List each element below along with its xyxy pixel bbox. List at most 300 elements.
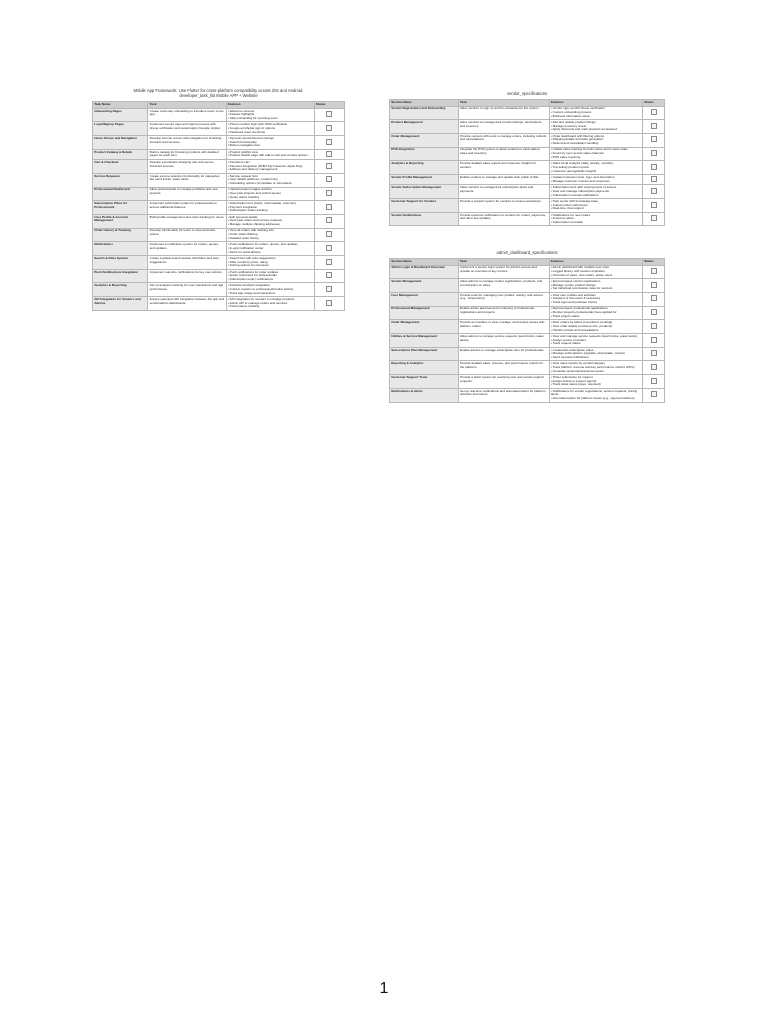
status-cell	[643, 212, 665, 226]
status-checkbox[interactable]	[651, 164, 657, 170]
status-cell	[643, 106, 665, 120]
table-row	[93, 136, 345, 150]
row-features-cell	[549, 279, 643, 293]
row-task-cell: Create service selection functionality for categories like sand trucks, water tanks.	[148, 173, 226, 187]
status-checkbox[interactable]	[651, 109, 657, 115]
row-features-cell	[226, 108, 314, 122]
feature-item: • Payment integration	[227, 204, 258, 209]
row-name-cell: Order Management	[390, 320, 459, 334]
status-checkbox[interactable]	[651, 123, 657, 129]
status-checkbox[interactable]	[651, 268, 657, 274]
feature-item: • Automated alerts for platform issues (e.g., payment failures)	[550, 396, 635, 401]
status-cell	[314, 256, 344, 270]
feature-item: • View order details (customer info, products)	[550, 323, 613, 328]
feature-item: • Track platform revenue and key performance metrics (KPIs)	[550, 364, 635, 369]
status-checkbox[interactable]	[651, 364, 657, 370]
row-task-cell: Allow vendors to sign up and be onboarded to the system.	[458, 106, 549, 120]
row-name-cell: Login/Signup Pages	[93, 122, 148, 136]
row-name-cell: Product Management	[390, 120, 459, 134]
status-cell	[643, 361, 665, 375]
table-row	[390, 175, 665, 185]
feature-item: • Top-selling product reports	[550, 164, 590, 169]
table-row	[93, 108, 345, 122]
feature-item: • Scheduling options (immediate or scheduled)	[227, 181, 292, 186]
table-row	[390, 161, 665, 175]
table-row	[390, 185, 665, 199]
status-checkbox[interactable]	[326, 151, 332, 157]
table-row	[93, 228, 345, 242]
status-cell	[643, 161, 665, 175]
table-row	[93, 173, 345, 187]
row-features-cell	[549, 147, 643, 161]
status-checkbox[interactable]	[326, 139, 332, 145]
feature-item: • View sales reports by vendor/category	[550, 361, 606, 366]
table-row	[93, 201, 345, 215]
feature-item: • Search functionality	[227, 139, 257, 144]
feature-item: • API integration for vendors to manage products	[227, 296, 295, 301]
row-features-cell	[226, 160, 314, 174]
feature-item: • View user profiles and activities	[550, 292, 596, 297]
row-name-cell: Service Requests	[93, 173, 148, 187]
table-row	[93, 187, 345, 201]
vendor-spec-panel	[389, 91, 665, 226]
feature-item: • Performance tracking	[227, 304, 260, 309]
status-cell	[643, 147, 665, 161]
table-row	[93, 122, 345, 136]
mobile-app-task-panel	[92, 88, 345, 311]
status-checkbox[interactable]	[651, 309, 657, 315]
status-cell	[314, 201, 344, 215]
column-header: Status	[643, 259, 665, 265]
feature-item: • Track login and purchase history	[550, 300, 598, 305]
vendor-spec-table	[389, 99, 665, 226]
status-cell	[643, 133, 665, 147]
status-cell	[643, 388, 665, 402]
feature-item: • Logged history with session expiration	[550, 269, 605, 273]
row-task-cell: Enable admin approval and monitoring of professional registrations and projects.	[458, 306, 549, 320]
row-task-cell: Implement a secure login system for admins access and provide an overview of key metrics.	[458, 265, 549, 279]
status-checkbox[interactable]	[651, 337, 657, 343]
feature-item: • Subscription tiers (basic, intermediate, premium)	[227, 201, 297, 206]
row-task-cell: Allow vendors to manage their subscription plans and payments.	[458, 185, 549, 199]
feature-item: • Notifications for new orders	[550, 212, 591, 217]
feature-item: • Subscription tiers with varying levels of access	[550, 185, 617, 190]
status-cell	[314, 297, 344, 311]
status-checkbox[interactable]	[326, 231, 332, 237]
status-cell	[314, 214, 344, 228]
feature-item: • Track project status	[550, 313, 580, 318]
table-row	[390, 306, 665, 320]
row-task-cell: Build a catalog for browsing products with detailed pages for each item.	[148, 149, 226, 159]
feature-item: • Inventory alerts	[550, 216, 574, 221]
feature-item: • Sales trend analysis (daily, weekly, monthly)	[550, 161, 613, 166]
row-name-cell: Notifications & Alerts	[390, 388, 459, 402]
feature-item: • Payment integration (RHET-My Fatoorah, Apple Pay)	[227, 163, 303, 168]
table-row	[390, 120, 665, 134]
feature-item: • Vendor sign-up with phone verification	[550, 106, 605, 111]
status-checkbox[interactable]	[651, 202, 657, 208]
row-task-cell: Create a global search feature with filters and auto-suggestions.	[148, 256, 226, 270]
status-cell	[643, 306, 665, 320]
row-name-cell: Analytics & Reporting	[390, 161, 459, 175]
row-task-cell: Integrate the POS system to allow vendors to track walk-in sales and inventory.	[458, 147, 549, 161]
table-row	[93, 149, 345, 159]
status-checkbox[interactable]	[651, 295, 657, 301]
feature-item: • Customer demographic insights	[550, 168, 597, 173]
column-header: Task Name	[93, 102, 148, 108]
row-name-cell: Onboarding Pages	[93, 108, 148, 122]
feature-item: • Google and Apple sign-in options	[227, 125, 276, 130]
table-row	[390, 361, 665, 375]
table-row	[390, 292, 665, 306]
row-name-cell: Customer Support for Vendors	[390, 199, 459, 213]
status-checkbox[interactable]	[326, 204, 332, 210]
status-checkbox[interactable]	[326, 176, 332, 182]
status-checkbox[interactable]	[326, 286, 332, 292]
row-task-cell: Implement secure login and signup process with phone verification and social logins (Google, Apple).	[148, 122, 226, 136]
vendor-spec-title: vendor_specifications	[506, 91, 548, 96]
admin-spec-panel	[389, 250, 665, 403]
feature-item: • View past orders and service requests	[227, 218, 283, 223]
admin-spec-title: admin_dashboard_specifications	[496, 250, 558, 255]
admin-spec-table	[389, 258, 665, 402]
feature-item: • Sorting options for relevance	[227, 263, 270, 268]
table-row	[390, 265, 665, 279]
feature-item: • User details (address, contact info)	[227, 177, 278, 182]
row-features-cell	[549, 361, 643, 375]
column-header: Task	[458, 100, 549, 106]
row-features-cell	[549, 306, 643, 320]
row-task-cell: Provide an interface to view, manage, and resolve issues with platform orders.	[458, 320, 549, 334]
row-name-cell: Cart & Checkout	[93, 160, 148, 174]
feature-item: • Detailed order history	[227, 235, 260, 240]
row-name-cell: Admin Login & Dashboard Overview	[390, 265, 459, 279]
table-row	[390, 279, 665, 293]
status-cell	[314, 149, 344, 159]
feature-item: • Track app usage and interactions	[227, 290, 276, 295]
feature-item: • Manage inventory levels	[550, 123, 586, 128]
feature-item: • Service request form	[227, 173, 259, 178]
feature-item: • Dynamic product/service listings	[227, 135, 274, 140]
row-features-cell	[226, 201, 314, 215]
feature-item: • Update business name, logo, and description	[550, 174, 615, 179]
row-features-cell	[226, 256, 314, 270]
status-checkbox[interactable]	[326, 245, 332, 251]
row-task-cell: Implement subscription plans for professionals to access additional features.	[148, 201, 226, 215]
column-header: Features	[549, 259, 643, 265]
row-features-cell	[549, 375, 643, 389]
status-cell	[643, 320, 665, 334]
feature-item: • Handle refunds and cancellations	[550, 327, 599, 332]
feature-item: • Push notifications for order updates	[227, 269, 279, 274]
row-features-cell	[549, 175, 643, 185]
row-name-cell: Vendor Management	[390, 279, 459, 293]
status-checkbox[interactable]	[326, 111, 332, 117]
table-row	[93, 269, 345, 283]
column-header: Section Name	[390, 259, 459, 265]
row-task-cell: Enable admins to manage subscription tiers for professionals.	[458, 347, 549, 361]
feature-item: • Feature highlights	[227, 112, 255, 117]
row-features-cell	[549, 199, 643, 213]
page-number: 1	[379, 980, 389, 997]
column-header: Task	[148, 102, 226, 108]
status-cell	[314, 269, 344, 283]
row-features-cell	[226, 214, 314, 228]
row-task-cell: Provide detailed sales, revenue, and performance reports for the platform.	[458, 361, 549, 375]
feature-item: • Help center with knowledge base	[550, 198, 599, 203]
row-task-cell: Enable vendors to manage and update their public profile.	[458, 175, 549, 185]
row-task-cell: Create multi-step onboarding to introduce users to the app.	[148, 108, 226, 122]
feature-item: • Generate vendor/professional reports	[550, 368, 604, 373]
row-name-cell: Home Screen and Navigation	[93, 136, 148, 150]
feature-item: • Order status filtering	[227, 232, 258, 237]
table-row	[93, 283, 345, 297]
table-row	[390, 199, 665, 213]
row-features-cell	[226, 297, 314, 311]
feature-item: • Unified sales tracking for both online and in-store sales	[550, 147, 628, 152]
feature-item: • Inventory sync across sales channels	[550, 151, 604, 156]
status-checkbox[interactable]	[651, 378, 657, 384]
column-header: Features	[549, 100, 643, 106]
table-row	[93, 160, 345, 174]
feature-item: • Subscription renewal notifications	[550, 192, 599, 197]
row-features-cell	[226, 269, 314, 283]
row-features-cell	[549, 133, 643, 147]
feature-item: • Firebase Analytics integration	[227, 283, 271, 288]
feature-item: • Approve/reject vendor registrations	[550, 279, 601, 283]
feature-item: • Manage vendor product listings	[550, 282, 596, 287]
feature-item: • Custom onboarding process	[550, 110, 592, 114]
feature-item: • Assign service providers	[550, 337, 586, 342]
feature-item: • Add and update product listings	[550, 120, 596, 124]
status-checkbox[interactable]	[326, 163, 332, 169]
row-features-cell	[226, 149, 314, 159]
feature-item: • Quote status tracking	[227, 194, 259, 199]
row-task-cell: Allow vendors to manage their product listings, descriptions, and inventory.	[458, 120, 549, 134]
column-header: Task	[458, 259, 549, 265]
feature-item: • View all orders with tracking info	[227, 228, 274, 233]
row-name-cell: Vendor Notifications	[390, 212, 459, 226]
feature-item: • View past projects and submit quotes	[227, 191, 281, 196]
row-name-cell: Vendor Subscription Management	[390, 185, 459, 199]
feature-item: • Product grid/list view	[227, 149, 259, 154]
mobile-app-title: Mobile App Framework: Use Flutter for cross-platform compatibility across iOS and Android. developer_task_list Mobile APP + Website	[133, 88, 304, 99]
feature-item: • Push notifications for orders, quotes, and updates	[227, 242, 298, 247]
feature-item: • Track request status	[550, 341, 581, 346]
feature-item: • Admin API to manage orders and services	[227, 300, 288, 305]
feature-item: • Edit personal details	[227, 214, 258, 219]
status-checkbox[interactable]	[326, 190, 332, 196]
row-name-cell: User Profile & Account Management	[93, 214, 148, 228]
row-name-cell: Customer Support Tools	[390, 375, 459, 389]
row-features-cell	[549, 185, 643, 199]
status-cell	[314, 122, 344, 136]
row-features-cell	[549, 106, 643, 120]
feature-item: • Order dashboard with filtering options	[550, 133, 605, 138]
row-task-cell: Ensure seamless API integration between the app and vendor/admin dashboards.	[148, 297, 226, 311]
row-features-cell	[226, 187, 314, 201]
feature-item: • Password reset via phone	[227, 129, 266, 134]
status-cell	[643, 334, 665, 348]
feature-item: • Welcome screens	[227, 108, 255, 113]
feature-item: • Product details page with add-to-cart and contact options	[227, 153, 308, 158]
status-checkbox[interactable]	[651, 136, 657, 142]
status-cell	[643, 279, 665, 293]
row-name-cell: Push Notifications Integration	[93, 269, 148, 283]
feature-item: • Address and delivery management	[227, 167, 278, 172]
feature-item: • View and manage subscription payments	[550, 188, 609, 193]
row-task-cell: Provide detailed sales reports and customer insights for vendors.	[458, 161, 549, 175]
status-checkbox[interactable]	[651, 350, 657, 356]
feature-item: • Refund and cancellation handling	[550, 141, 599, 146]
feature-item: • POS sales reporting	[550, 154, 581, 159]
row-task-cell: Implement real-time notifications for key user actions.	[148, 269, 226, 283]
row-features-cell	[549, 161, 643, 175]
row-name-cell: Vendor Profile Management	[390, 175, 459, 185]
row-task-cell: Provide vendors with tools to manage orders, including refunds and cancellations.	[458, 133, 549, 147]
status-checkbox[interactable]	[651, 282, 657, 288]
row-task-cell: Provide a support system for vendors to receive assistance.	[458, 199, 549, 213]
status-cell	[314, 160, 344, 174]
table-row	[390, 320, 665, 334]
row-task-cell: Implement a notification system for orders, quotes, and updates.	[148, 242, 226, 256]
status-cell	[643, 292, 665, 306]
row-name-cell: POS Integration	[390, 147, 459, 161]
feature-item: • Manage customer reviews and responses	[550, 178, 610, 183]
row-task-cell: Build profile management and order tracking for users.	[148, 214, 226, 228]
table-row	[93, 297, 345, 311]
row-name-cell: Subscription Plans for Professionals	[93, 201, 148, 215]
table-row	[93, 242, 345, 256]
feature-item: • View and manage service requests (sand trucks, water tanks)	[550, 333, 638, 338]
feature-item: • Create/edit subscription plans	[550, 347, 594, 352]
feature-item: • Assign tickets to support agents	[550, 378, 597, 383]
status-cell	[314, 108, 344, 122]
column-header: Features	[226, 102, 314, 108]
row-name-cell: Professional Dashboard	[93, 187, 148, 201]
status-checkbox[interactable]	[651, 323, 657, 329]
row-name-cell: Subscription Plan Management	[390, 347, 459, 361]
status-cell	[314, 173, 344, 187]
row-task-cell: Develop a persistent shopping cart and secure checkout process.	[148, 160, 226, 174]
feature-item: • Phone number login with OMS verification	[227, 122, 288, 127]
column-header: Status	[643, 100, 665, 106]
row-features-cell	[549, 120, 643, 134]
feature-item: • Custom reports on professional/vendor activity	[227, 286, 294, 291]
feature-item: • In-app notification center	[227, 245, 264, 250]
status-cell	[314, 283, 344, 297]
feature-item: • Subscription expiry notifications	[227, 276, 274, 281]
row-task-cell: Set up real-time notifications and automated alerts for platform activities and issues.	[458, 388, 549, 402]
status-checkbox[interactable]	[326, 259, 332, 265]
feature-item: • Shipping details and label generation	[550, 137, 604, 142]
row-features-cell	[226, 136, 314, 150]
table-row	[390, 347, 665, 361]
row-features-cell	[226, 122, 314, 136]
row-task-cell: Allow professionals to manage portfolios and new projects.	[148, 187, 226, 201]
status-checkbox[interactable]	[326, 125, 332, 131]
table-row	[390, 334, 665, 348]
table-row	[390, 147, 665, 161]
status-cell	[643, 120, 665, 134]
status-cell	[643, 185, 665, 199]
table-row	[390, 133, 665, 147]
table-row	[390, 212, 665, 226]
row-name-cell: Notifications	[93, 242, 148, 256]
row-features-cell	[549, 265, 643, 279]
feature-item: • Business information setup	[550, 113, 590, 118]
feature-item: • Suspend or ban users if necessary	[550, 296, 601, 301]
status-cell	[643, 265, 665, 279]
status-cell	[643, 347, 665, 361]
feature-item: • Approve/reject professional registrations	[550, 306, 608, 311]
row-task-cell: Set up analytics tracking for user interactions and app performance.	[148, 283, 226, 297]
table-row	[390, 106, 665, 120]
feature-item: • Notifications for vendor registrations, service requests, pricing alerts	[550, 388, 638, 397]
row-features-cell	[226, 228, 314, 242]
table-row	[93, 256, 345, 270]
feature-item: • Filter results by price, rating	[227, 259, 268, 264]
status-checkbox[interactable]	[651, 188, 657, 194]
status-checkbox[interactable]	[326, 300, 332, 306]
row-task-cell: Provide a ticket system for resolving user and vendor support requests.	[458, 375, 549, 389]
feature-item: • Support ticket submission	[550, 202, 588, 207]
row-name-cell: Reporting & Analytics	[390, 361, 459, 375]
feature-item: • Apply discounts and mark products as featured	[550, 127, 617, 132]
row-name-cell: Search & Filter System	[93, 256, 148, 270]
row-features-cell	[226, 283, 314, 297]
row-name-cell: Professional Management	[390, 306, 459, 320]
row-name-cell: Analytics & Reporting	[93, 283, 148, 297]
feature-item: • Send renewal notifications	[550, 354, 589, 359]
table-row	[390, 388, 665, 402]
row-features-cell	[549, 347, 643, 361]
status-cell	[314, 136, 344, 150]
status-cell	[643, 175, 665, 185]
status-checkbox[interactable]	[651, 391, 657, 397]
row-name-cell: Vendor Registration and Onboarding	[390, 106, 459, 120]
status-checkbox[interactable]	[326, 217, 332, 223]
status-checkbox[interactable]	[651, 215, 657, 221]
status-checkbox[interactable]	[326, 272, 332, 278]
status-checkbox[interactable]	[651, 150, 657, 156]
feature-item: • Set individual commission rates for vendors	[550, 286, 613, 291]
feature-item: • Subscription renewals	[550, 219, 583, 224]
feature-item: • Admin dashboard with multiple user roles	[550, 265, 610, 270]
row-name-cell: Order History & Tracking	[93, 228, 148, 242]
feature-item: • Track ticket status (open, resolved)	[550, 382, 601, 387]
status-cell	[643, 199, 665, 213]
row-features-cell	[549, 292, 643, 306]
status-cell	[643, 375, 665, 389]
status-cell	[314, 228, 344, 242]
row-name-cell: User Management	[390, 292, 459, 306]
row-name-cell: Utilities & Service Management	[390, 334, 459, 348]
feature-item: • Upload project images and bio	[227, 187, 272, 192]
row-features-cell	[226, 173, 314, 187]
feature-item: • Quote responses for professionals	[227, 273, 277, 278]
row-features-cell	[226, 242, 314, 256]
feature-item: • Search bar with auto-suggestions	[227, 255, 276, 260]
feature-item: • Skip onboarding for returning users	[227, 115, 279, 120]
row-features-cell	[549, 320, 643, 334]
feature-item: • Bottom navigation bar	[227, 143, 260, 148]
feature-item: • Subscription status tracking	[227, 208, 268, 213]
table-row	[390, 375, 665, 389]
feature-item: • Monitor projects professionals have applied for	[550, 310, 617, 315]
status-checkbox[interactable]	[651, 176, 657, 182]
feature-item: • Manage subscriptions (upgrade, downgrade, cancel)	[550, 351, 625, 356]
